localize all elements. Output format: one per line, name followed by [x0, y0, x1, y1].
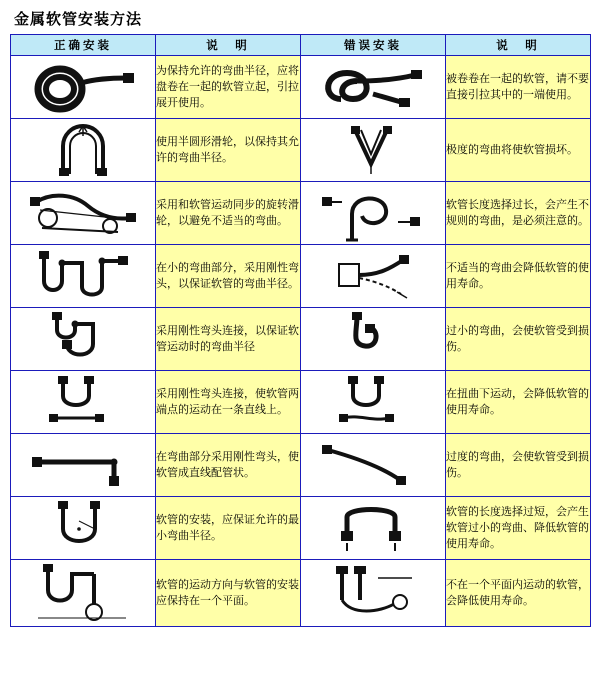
- note-text: 采用刚性弯头连接，以保证软管运动时的弯曲半径: [156, 308, 301, 371]
- note-text: 在小的弯曲部分，采用刚性弯头，以保证软管的弯曲半径。: [156, 245, 301, 308]
- too-long-hose-small-bend-icon: [301, 497, 446, 560]
- same-plane-motion-icon: [11, 560, 156, 627]
- note-text: 极度的弯曲将使软管损坏。: [446, 119, 591, 182]
- over-bent-hose-icon: [301, 434, 446, 497]
- header-wrong-note: 说 明: [446, 35, 591, 56]
- hose-over-half-round-pulley-icon: [11, 119, 156, 182]
- hose-with-synchronized-roller-icon: [11, 182, 156, 245]
- rigid-elbow-small-bend-icon: [11, 245, 156, 308]
- header-wrong-image: 错误安装: [301, 35, 446, 56]
- note-text: 在扭曲下运动，会降低软管的使用寿命。: [446, 371, 591, 434]
- note-text: 不适当的弯曲会降低软管的使用寿命。: [446, 245, 591, 308]
- note-text: 使用半圆形滑轮，以保持其允许的弯曲半径。: [156, 119, 301, 182]
- twisted-hose-motion-icon: [301, 371, 446, 434]
- note-text: 过小的弯曲，会使软管受到损伤。: [446, 308, 591, 371]
- table-row: [11, 182, 591, 245]
- table-row: [11, 308, 591, 371]
- table-row: [11, 560, 591, 627]
- note-text: 软管的运动方向与软管的安装应保持在一个平面。: [156, 560, 301, 627]
- note-text: 采用刚性弯头连接，使软管两端点的运动在一条直线上。: [156, 371, 301, 434]
- note-text: 不在一个平面内运动的软管，会降低使用寿命。: [446, 560, 591, 627]
- page-title: 金属软管安装方法: [14, 10, 143, 28]
- note-text: 过度的弯曲，会使软管受到损伤。: [446, 434, 591, 497]
- improper-bend-at-fitting-icon: [301, 245, 446, 308]
- table-row: [11, 497, 591, 560]
- installation-methods-table: [10, 34, 591, 627]
- out-of-plane-motion-icon: [301, 560, 446, 627]
- note-text: 软管长度选择过长，会产生不规则的弯曲，是必须注意的。: [446, 182, 591, 245]
- table-row: [11, 245, 591, 308]
- note-text: 软管的长度选择过短，会产生软管过小的弯曲、降低软管的使用寿命。: [446, 497, 591, 560]
- coiled-hose-uncoiling-icon: [11, 56, 156, 119]
- note-text: 被卷卷在一起的软管，请不要直接引拉其中的一端使用。: [446, 56, 591, 119]
- table-row: [11, 371, 591, 434]
- note-text: 为保持允许的弯曲半径，应将盘卷在一起的软管立起，引拉展开使用。: [156, 56, 301, 119]
- header-correct-image: 正确安装: [11, 35, 156, 56]
- note-text: 软管的安装，应保证允许的最小弯曲半径。: [156, 497, 301, 560]
- header-correct-note: 说 明: [156, 35, 301, 56]
- rigid-elbow-u-loop-icon: [11, 308, 156, 371]
- coiled-hose-pulled-end-icon: [301, 56, 446, 119]
- table-row: [11, 56, 591, 119]
- table-row: [11, 119, 591, 182]
- hose-sharp-v-bend-icon: [301, 119, 446, 182]
- straight-pipe-with-elbow-icon: [11, 434, 156, 497]
- note-text: 采用和软管运动同步的旋转滑轮，以避免不适当的弯曲。: [156, 182, 301, 245]
- table-header-row: [11, 35, 591, 56]
- table-row: [11, 434, 591, 497]
- hose-irregular-loop-icon: [301, 182, 446, 245]
- minimum-bend-radius-u-icon: [11, 497, 156, 560]
- rigid-elbow-straight-line-icon: [11, 371, 156, 434]
- too-small-bend-radius-icon: [301, 308, 446, 371]
- note-text: 在弯曲部分采用刚性弯头，使软管成直线配管状。: [156, 434, 301, 497]
